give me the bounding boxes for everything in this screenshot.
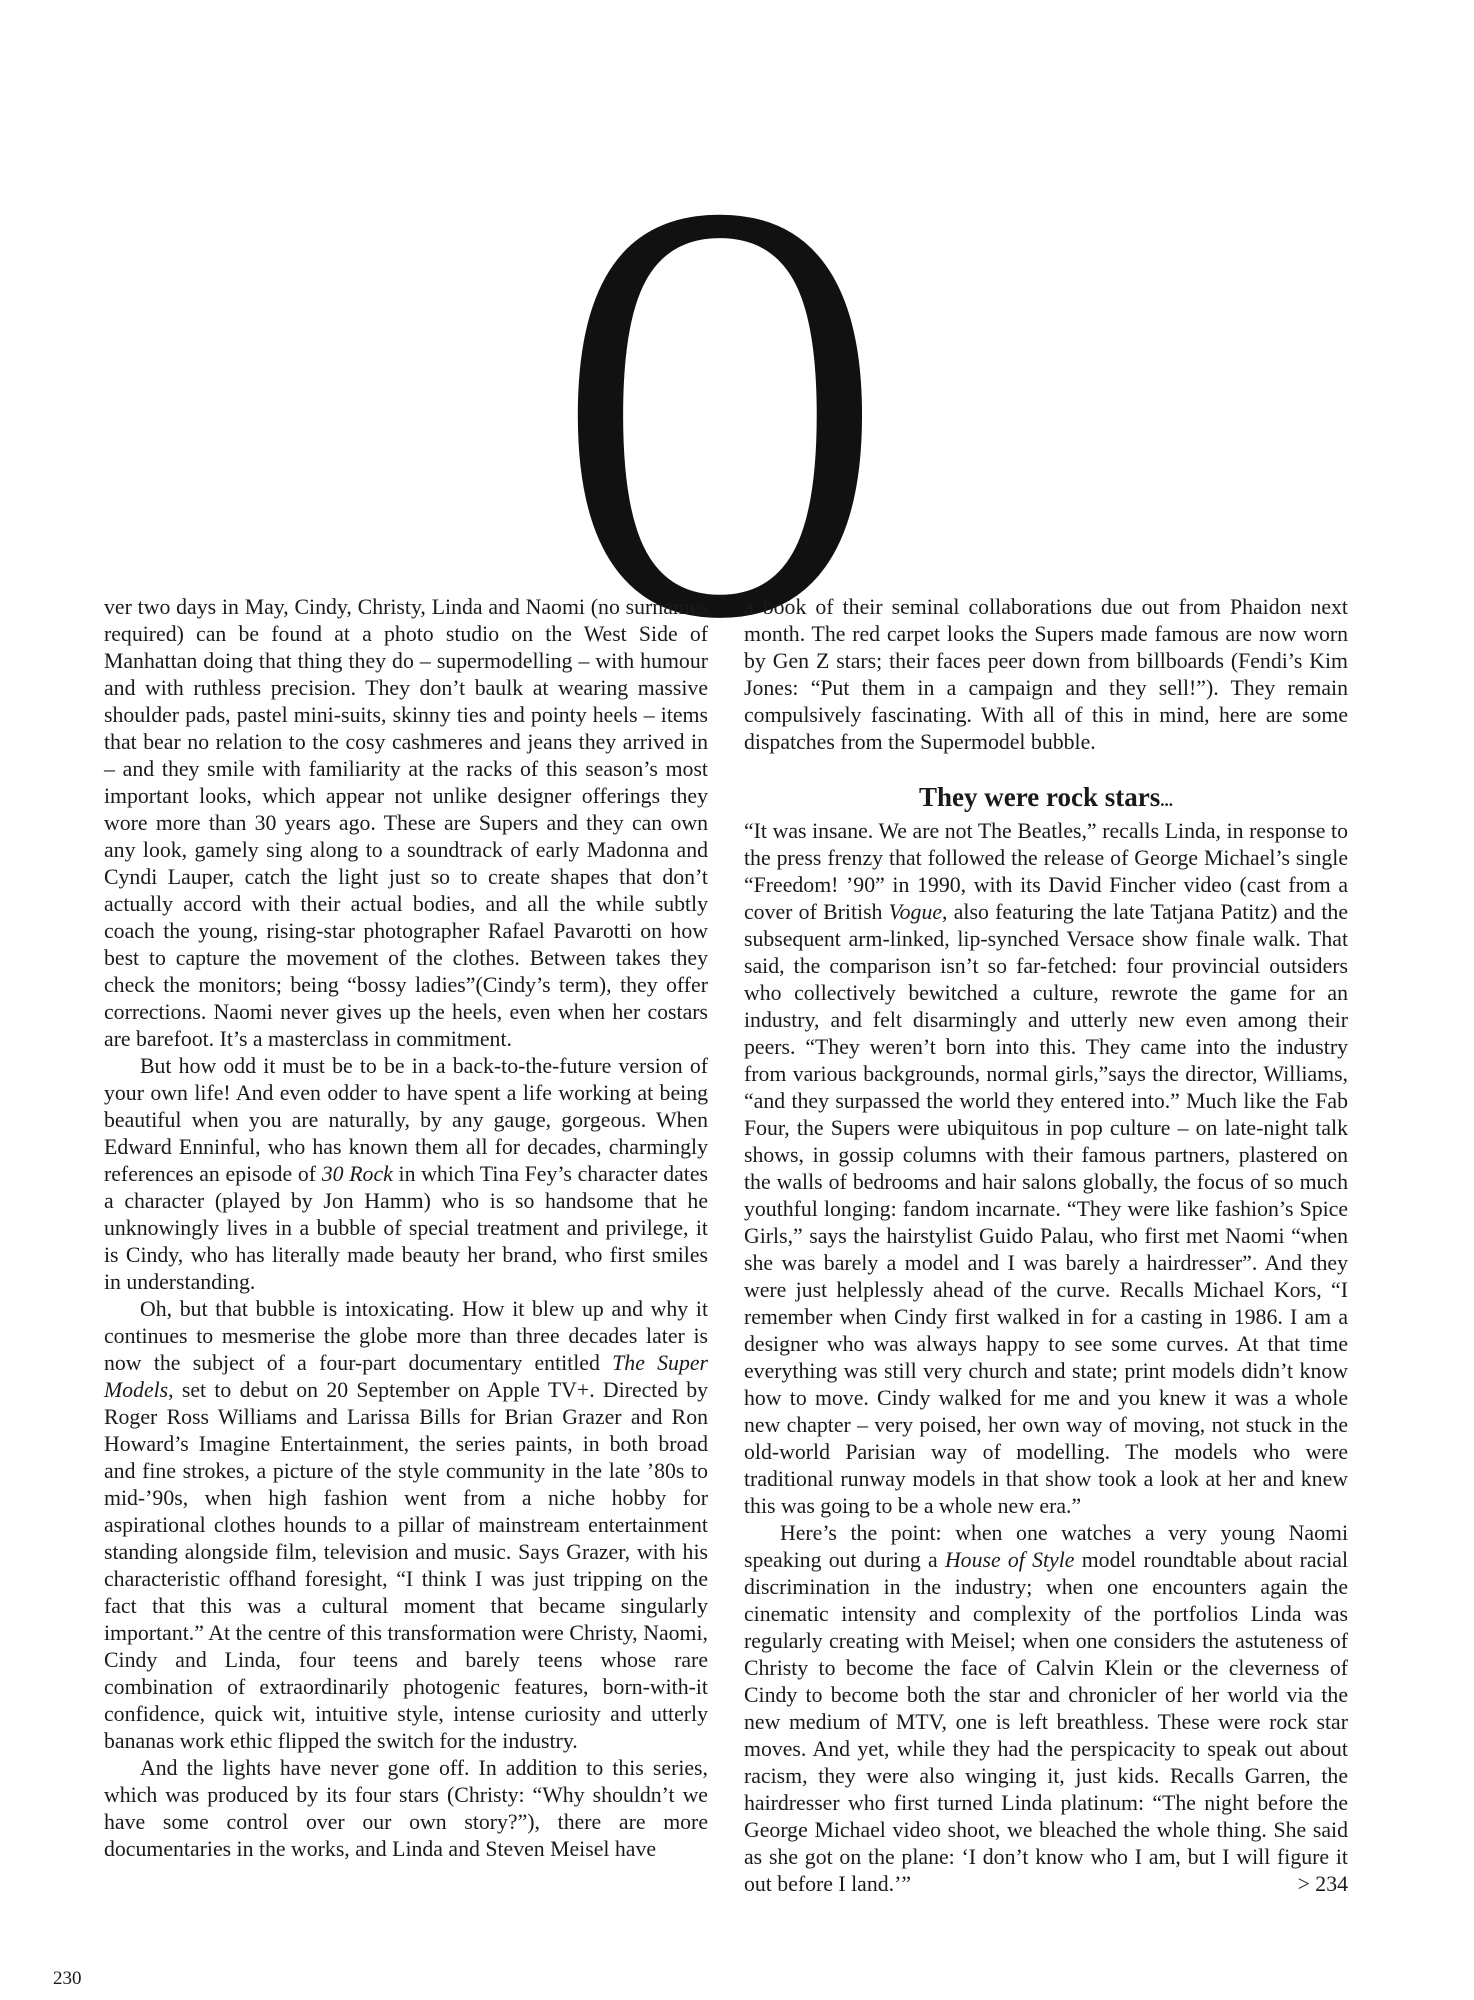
text-run: Here’s the point: when one watches a very young Naomi speaking out during a <box>744 1521 1348 1572</box>
body-paragraph: a book of their seminal collaborations due out from Phaidon next month. The red carpet looks the Supers made famous are now worn by Gen Z stars; their faces peer down from billboards (Fendi’s Kim Jones: “Put them in a campaign and they sell!”). They remain compulsively fascinating. With all of this in mind, here are some dispatches from the Supermodel bubble. <box>744 595 1348 754</box>
text-run: model roundtable about racial discrimination in the industry; when one encounters again the cinematic intensity and complexity of the portfolios Linda was regularly creating with Meisel; when one considers the astuteness of Christy to become the face of Calvin Klein or the cleverness of Cindy to become both the star and chronicler of her world via the new medium of MTV, one is left breathless. These were rock star moves. And yet, while they had the perspicacity to speak out about racism, they were also winging it, just kids. Recalls Garren, the hairdresser who first turned Linda platinum: “The night before the George Michael video shoot, we bleached the whole thing. She said as she got on the plane: ‘I don’t know who I am, but I will figure it out before I land.’” <box>744 1548 1348 1896</box>
text-run: “It was insane. We are not The Beatles,” recalls Linda, in response to the press frenzy that followed the release of George Michael’s single “Freedom! ’90” in 1990, with its David Fincher video (cast from a cover of British <box>744 819 1348 924</box>
text-run: Oh, but that bubble is intoxicating. How it blew up and why it continues to mesmerise the globe more than three decades later is now the subject of a four-part documentary entitled <box>104 1297 708 1375</box>
subheading-text: They were rock stars <box>919 782 1161 812</box>
drop-cap-letter: O <box>559 77 881 742</box>
subheading-ellipsis: ... <box>1160 791 1173 810</box>
body-paragraph <box>104 1296 708 1755</box>
body-paragraph: And the lights have never gone off. In addition to this series, which was produced by its four stars (Christy: “Why shouldn’t we have some control over our own story?”), there are more documentaries in the works, and Linda and Steven Meisel have <box>104 1756 708 1861</box>
body-paragraph <box>744 1520 1348 1898</box>
body-paragraph: ver two days in May, Cindy, Christy, Linda and Naomi (no surnames required) can be found at a photo studio on the West Side of Manhattan doing that thing they do – supermodelling – with humour and with ruthless precision. They don’t baulk at wearing massive shoulder pads, pastel mini-suits, skinny ties and pointy heels – items that bear no relation to the cosy cashmeres and jeans they arrived in – and they smile with familiarity at the racks of this season’s most important looks, which appear not unlike designer offerings they wore more than 30 years ago. These are Supers and they can own any look, gamely sing along to a soundtrack of early Madonna and Cyndi Lauper, catch the light just so to create shapes that don’t actually accord with their actual bodies, and all the while subtly coach the young, rising-star photographer Rafael Pavarotti on how best to capture the movement of the clothes. Between takes they check the monitors; being “bossy ladies”(Cindy’s term), they offer corrections. Naomi never gives up the heels, even when her costars are barefoot. It’s a masterclass in commitment. <box>104 595 708 1051</box>
text-run: But how odd it must be to be in a back-to-the-future version of your own life! And even odder to have spent a life working at being beautiful when you are naturally, by any gauge, gorgeous. When Edward Enninful, who has known them all for decades, charmingly references an episode of <box>104 1054 708 1186</box>
section-subheading <box>744 780 1348 818</box>
body-paragraph <box>744 818 1348 1520</box>
article-column-right <box>744 594 1348 1898</box>
text-run: , set to debut on 20 September on Apple TV+. Directed by Roger Ross Williams and Larissa Bills for Brian Grazer and Ron Howard’s Imagine Entertainment, the series paints, in both broad and fine strokes, a picture of the style community in the late ’80s to mid-’90s, when high fashion went from a niche hobby for aspirational clothes hounds to a pillar of mainstream entertainment standing alongside film, television and music. Says Grazer, with his characteristic offhand foresight, “I think I was just tripping on the fact that this was a cultural moment that became singularly important.” At the centre of this transformation were Christy, Naomi, Cindy and Linda, four teens and barely teens whose rare combination of extraordinarily photogenic features, born-with-it confidence, quick wit, intuitive style, intense curiosity and utterly bananas work ethic flipped the switch for the industry. <box>104 1378 708 1753</box>
page-number: 230 <box>53 1968 82 1989</box>
article-column-left <box>104 594 708 1863</box>
show-title: 30 Rock <box>321 1162 393 1186</box>
body-paragraph <box>104 1053 708 1296</box>
show-title: House of Style <box>944 1548 1075 1572</box>
continued-on-page: > 234 <box>1297 1872 1348 1896</box>
documentary-title: The Super Models <box>104 1351 709 1402</box>
text-run: , also featuring the late Tatjana Patitz) and the subsequent arm-linked, lip-synched Versace show finale walk. That said, the comparison isn’t so far-fetched: four provincial outsiders who collectively bewitched a culture, rewrote the game for an industry, and felt disarmingly and utterly new even among their peers. “They weren’t born into this. They came into the industry from various backgrounds, normal girls,”says the director, Williams, “and they surpassed the world they entered into.” Much like the Fab Four, the Supers were ubiquitous in pop culture – on late-night talk shows, in gossip columns with their famous partners, plastered on the walls of bedrooms and hair salons globally, the focus of so much youthful longing: fandom incarnate. “They were like fashion’s Spice Girls,” says the hairstylist Guido Palau, who first met Naomi “when she was barely a model and I was barely a hairdresser”. And they were just helplessly ahead of the curve. Recalls Michael Kors, “I remember when Cindy first walked in for a casting in 1986. I am a designer who was always happy to see some curves. At that time everything was still very church and state; print models didn’t know how to move. Cindy walked for me and you knew it was a whole new chapter – very poised, her own way of moving, not stuck in the old-world Parisian way of modelling. The models who were traditional runway models in that show took a look at her and knew this was going to be a whole new era.” <box>744 900 1348 1518</box>
magazine-title: Vogue <box>888 900 943 924</box>
text-run: in which Tina Fey’s character dates a character (played by Jon Hamm) who is so handsome that he unknowingly lives in a bubble of special treatment and privilege, it is Cindy, who has literally made beauty her brand, who first smiles in understanding. <box>104 1162 708 1294</box>
